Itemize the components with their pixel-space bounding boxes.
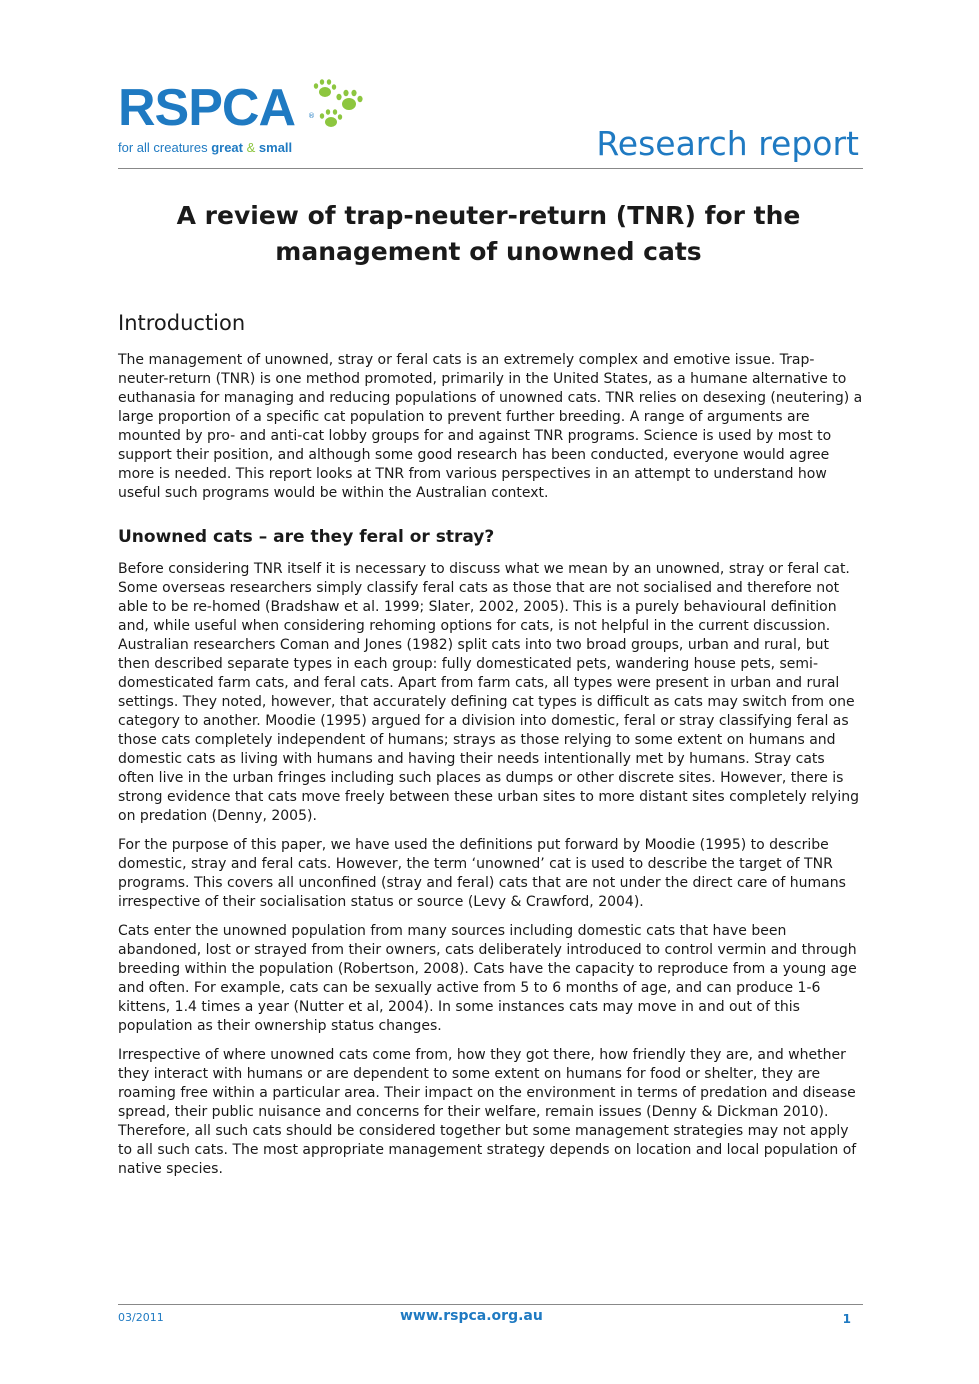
logo-registered-mark: ® (308, 112, 315, 120)
page-number: 1 (842, 1312, 851, 1326)
footer-divider (118, 1304, 863, 1305)
document-body (118, 308, 863, 1189)
paragraph: Irrespective of where unowned cats come from, how they got there, how friendly they are, and whether they interact with humans or are dependent to some extent on humans for food or shelter, they are roaming free within a particular area. Their impact on the environment in terms of predation and disease spread, their public nuisance and concerns for their welfare, remain issues (Denny & Dickman 2010). Therefore, all such cats should be considered together but some management strategies may not apply to all such cats. The most appropriate management strategy depends on location and local population of native species. (118, 1047, 857, 1177)
footer-date: 03/2011 (118, 1311, 164, 1324)
section-heading-introduction: Introduction (118, 311, 246, 335)
rspca-logo (118, 78, 378, 163)
paw-prints-icon (311, 78, 373, 136)
title-line-1: A review of trap-neuter-return (TNR) for the (176, 201, 801, 230)
paragraph: The management of unowned, stray or feral cats is an extremely complex and emotive issue. Trap-neuter-return (TNR) is one method promoted, primarily in the United States, as a humane alternative to euthanasia for managing and reducing populations of unowned cats. TNR relies on desexing (neutering) a large proportion of a specific cat population to prevent further breeding. A range of arguments are mounted by pro- and anti-cat lobby groups for and against TNR programs. Science is used by most to support their position, and although some good research has been conducted, everyone would agree more is needed. This report looks at TNR from various perspectives in an attempt to understand how useful such programs would be within the Australian context. (118, 352, 863, 501)
report-type-label: Research report (596, 124, 859, 163)
logo-tagline: for all creatures great & small (118, 140, 293, 155)
paragraph: Cats enter the unowned population from many sources including domestic cats that have been abandoned, lost or strayed from their owners, cats deliberately introduced to control vermin and through breeding within the population (Robertson, 2008). Cats have the capacity to reproduce from a young age and often. For example, cats can be sexually active from 5 to 6 months of age, and can produce 1-6 kittens, 1.4 times a year (Nutter et al, 2004). In some instances cats may move in and out of this population as their ownership status changes. (118, 923, 857, 1034)
title-line-2: management of unowned cats (275, 237, 702, 266)
footer-website-link[interactable]: www.rspca.org.au (400, 1308, 543, 1324)
logo-wordmark: RSPCA (118, 79, 296, 137)
paragraph: For the purpose of this paper, we have used the definitions put forward by Moodie (1995) to describe domestic, stray and feral cats. However, the term ‘unowned’ cat is used to describe the target of TNR programs. This covers all unconfined (stray and feral) cats that are not under the direct care of humans irrespective of their socialisation status or source (Levy & Crawford, 2004). (118, 837, 846, 910)
paragraph: Before considering TNR itself it is necessary to discuss what we mean by an unowned, stray or feral cat. Some overseas researchers simply classify feral cats as those that are not socialised and therefore not able to be re-homed (Bradshaw et al. 1999; Slater, 2002, 2005). This is a purely behavioural definition and, while useful when considering rehoming options for cats, is not helpful in the current discussion. Australian researchers Coman and Jones (1982) split cats into two broad groups, urban and rural, but then described separate types in each group: fully domesticated pets, wandering house pets, semi-domesticated farm cats, and feral cats. Apart from farm cats, all types were present in urban and rural settings. They noted, however, that accurately defining cat types is difficult as cats may switch from one category to another. Moodie (1995) argued for a division into domestic, feral or stray classifying feral as those cats completely independent of humans; strays as those relying to some extent on humans and domestic cats as living with humans and having their needs intentionally met by humans. Stray cats often live in the urban fringes including such places as dumps or other discrete sites. However, there is strong evidence that cats move freely between these urban sites to more distant sites completely relying on predation (Denny, 2005). (118, 561, 859, 824)
document-title (118, 198, 859, 270)
header-divider (118, 168, 863, 169)
section-spacer (118, 513, 863, 525)
section-heading-unowned-cats: Unowned cats – are they feral or stray? (118, 527, 495, 547)
